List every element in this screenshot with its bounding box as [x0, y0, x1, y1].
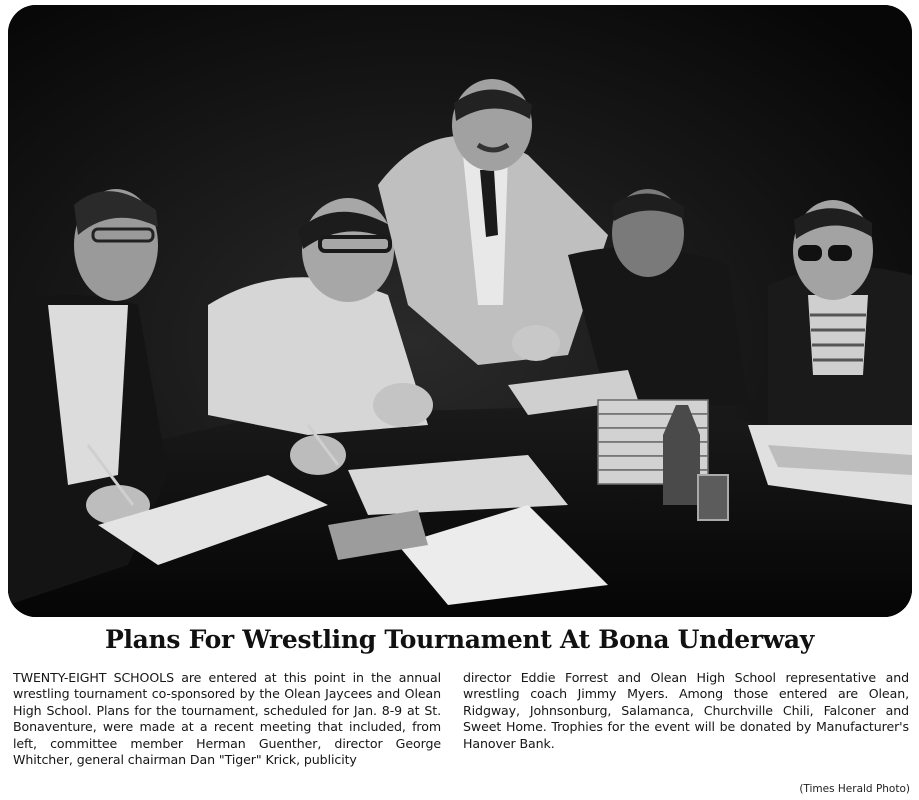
photo-credit: (Times Herald Photo)	[799, 783, 910, 795]
photo-illustration	[8, 5, 912, 617]
caption-column-right: director Eddie Forrest and Olean High School representative and wrestling coach Jimmy Myers. Among those entered are Olean, Ridgway, Johnsonburg, Salamanca, Churchville Chili, Falconer and Sweet Home. Trophies for the event will be donated by Manufacturer's Hanover Bank.	[463, 670, 909, 751]
headline: Plans For Wrestling Tournament At Bona Underway	[104, 625, 815, 654]
caption-column-left: TWENTY-EIGHT SCHOOLS are entered at this point in the annual wrestling tournament co-sponsored by the Olean Jaycees and Olean High School. Plans for the tournament, scheduled for Jan. 8-9 at St. Bonaventure, were made at a recent meeting that included, from left, committee member Herman Guenther, director George Whitcher, general chairman Dan "Tiger" Krick, publicity	[13, 670, 441, 768]
news-photo	[8, 5, 912, 617]
